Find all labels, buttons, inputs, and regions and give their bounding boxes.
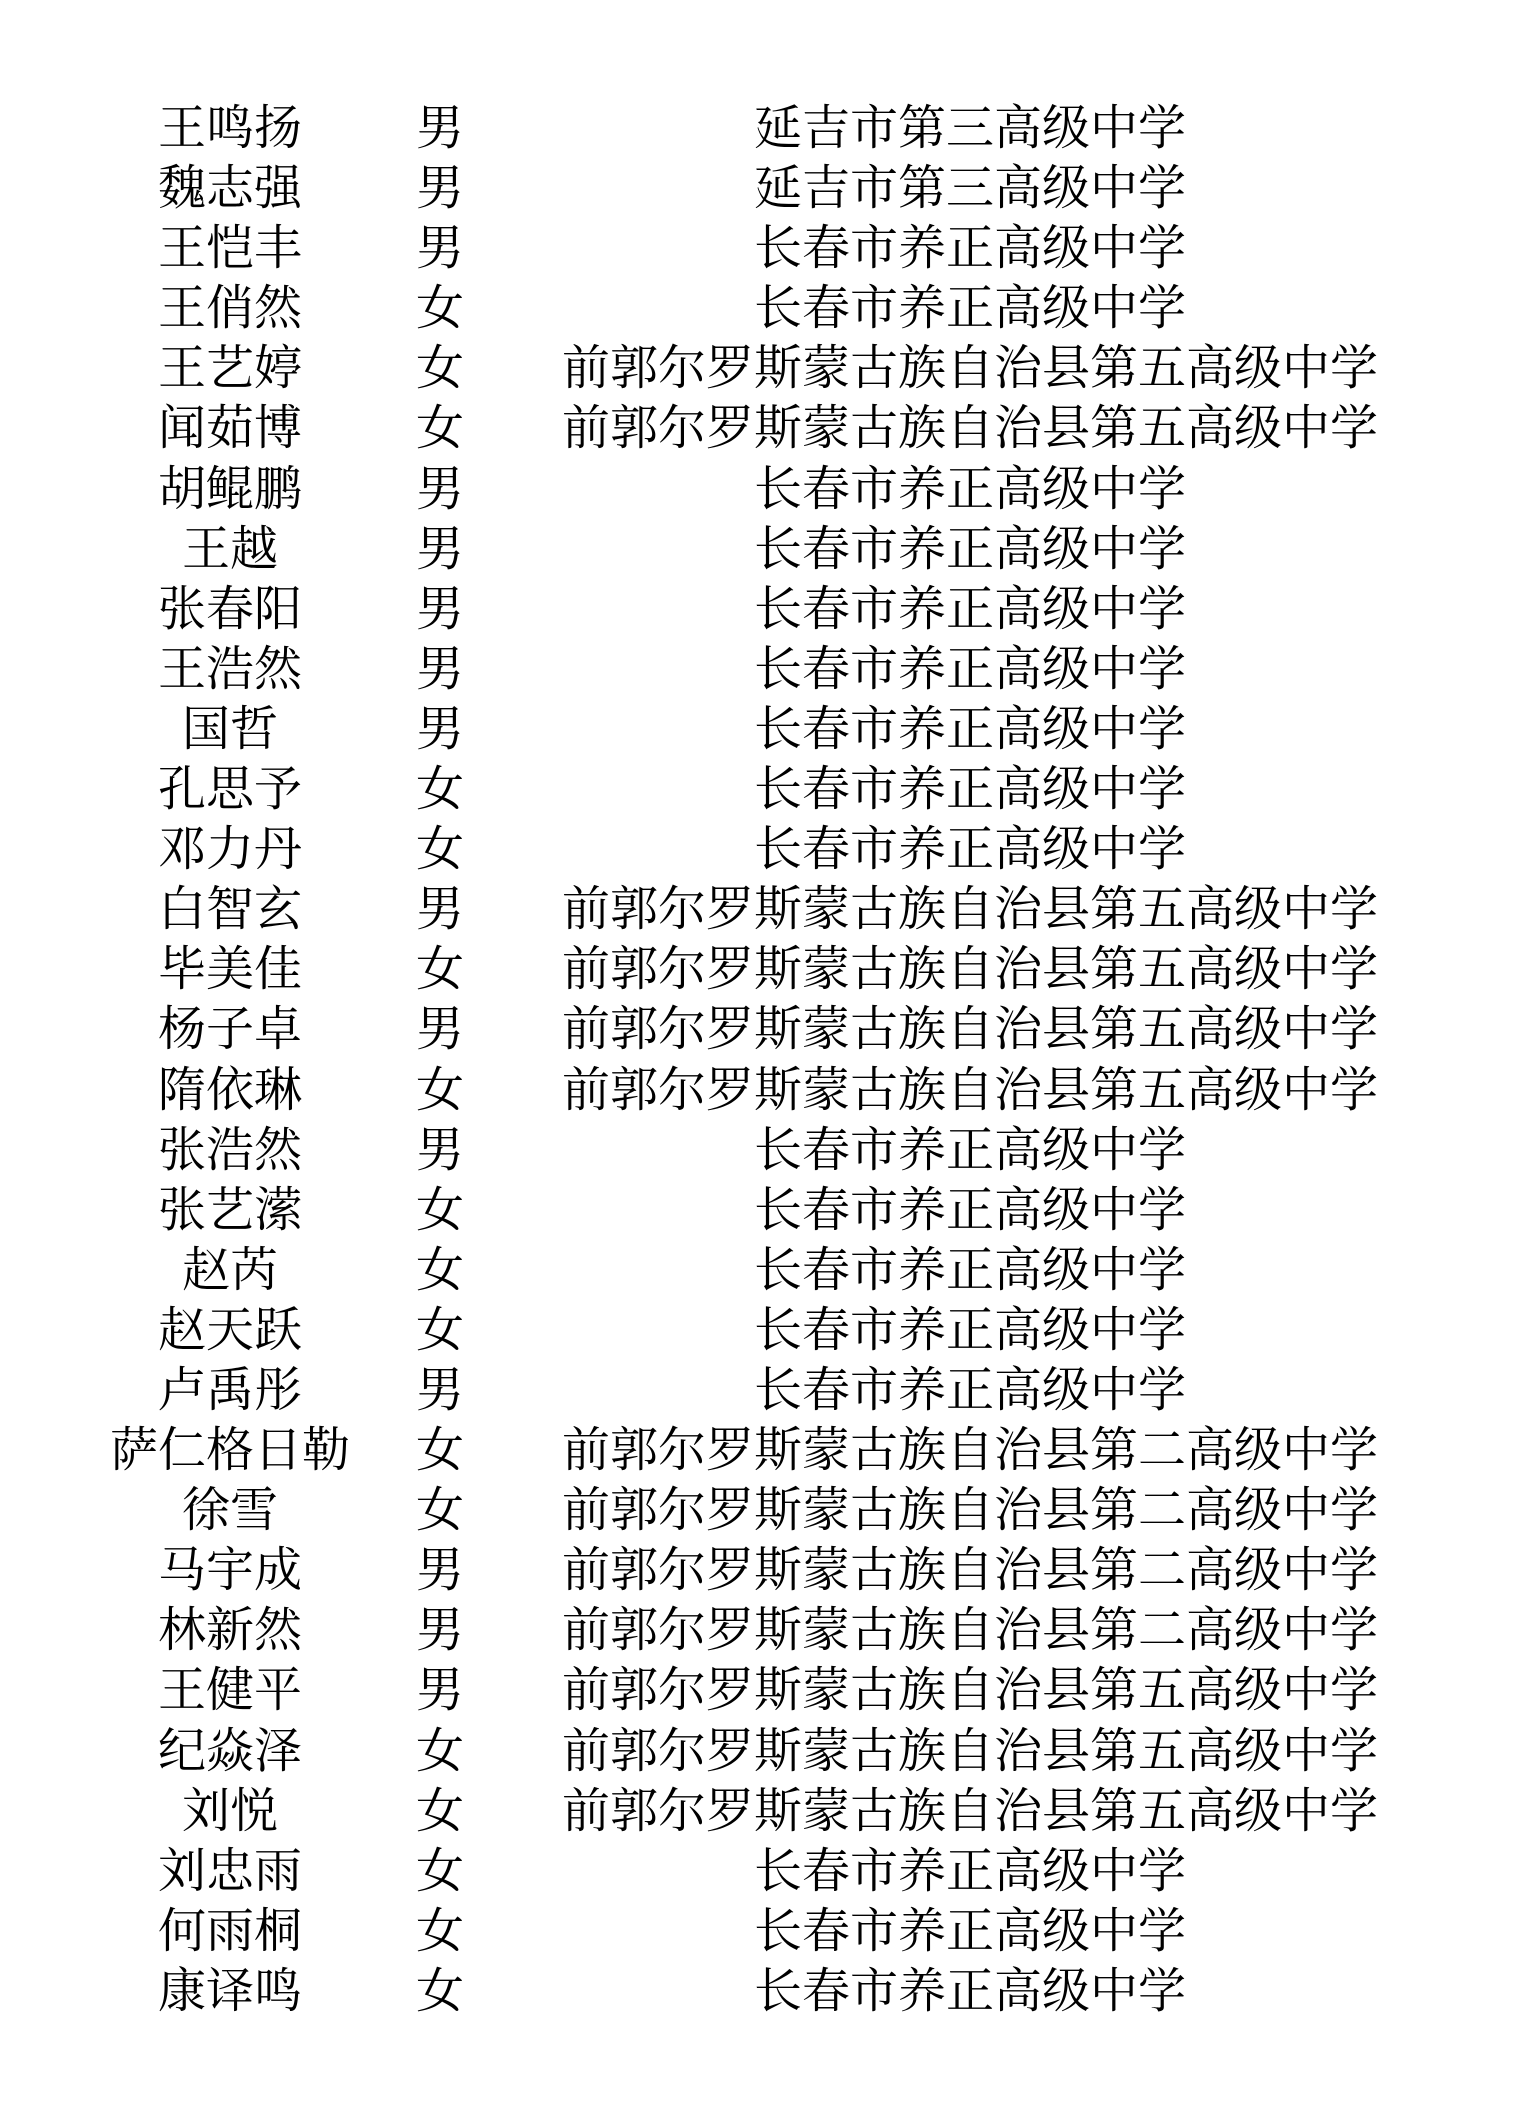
student-name: 徐雪 — [181, 1482, 278, 1539]
roster-row — [0, 1540, 1522, 1600]
student-name: 萨仁格日勒 — [109, 1422, 350, 1479]
student-name: 刘悦 — [181, 1782, 278, 1839]
student-school: 前郭尔罗斯蒙古族自治县第二高级中学 — [561, 1422, 1378, 1479]
student-school: 前郭尔罗斯蒙古族自治县第二高级中学 — [561, 1602, 1378, 1659]
roster-row — [0, 879, 1522, 939]
student-name: 刘忠雨 — [157, 1842, 302, 1899]
student-name: 王鸣扬 — [157, 100, 302, 156]
student-school: 前郭尔罗斯蒙古族自治县第五高级中学 — [561, 1782, 1378, 1839]
student-gender: 男 — [415, 1361, 464, 1418]
student-name: 王恺丰 — [157, 220, 302, 277]
student-gender: 男 — [415, 1602, 464, 1659]
roster-row — [0, 1660, 1522, 1720]
student-gender: 女 — [415, 1422, 464, 1479]
student-gender: 男 — [415, 881, 464, 938]
student-school: 前郭尔罗斯蒙古族自治县第五高级中学 — [561, 1061, 1378, 1118]
student-gender: 男 — [415, 520, 464, 577]
roster-row — [0, 1360, 1522, 1420]
roster-row — [0, 459, 1522, 519]
student-gender: 男 — [415, 460, 464, 517]
roster-row — [0, 1180, 1522, 1240]
student-school: 长春市养正高级中学 — [753, 1902, 1186, 1959]
roster-row — [0, 1060, 1522, 1120]
roster-row — [0, 579, 1522, 639]
roster-row — [0, 1841, 1522, 1901]
student-name: 纪焱泽 — [157, 1722, 302, 1779]
roster-row — [0, 1480, 1522, 1540]
student-school: 长春市养正高级中学 — [753, 700, 1186, 757]
student-school: 长春市养正高级中学 — [753, 1962, 1186, 2019]
student-gender: 男 — [415, 100, 464, 156]
roster-row — [0, 1961, 1522, 2021]
student-name: 毕美佳 — [157, 941, 302, 998]
student-gender: 女 — [415, 761, 464, 818]
student-school: 前郭尔罗斯蒙古族自治县第五高级中学 — [561, 1662, 1378, 1719]
student-school: 前郭尔罗斯蒙古族自治县第五高级中学 — [561, 881, 1378, 938]
student-gender: 女 — [415, 340, 464, 397]
student-name: 康译鸣 — [157, 1962, 302, 2019]
student-gender: 女 — [415, 400, 464, 457]
student-roster — [0, 98, 1522, 2021]
student-name: 张浩然 — [157, 1121, 302, 1178]
roster-row — [0, 1420, 1522, 1480]
student-school: 长春市养正高级中学 — [753, 1301, 1186, 1358]
student-name: 张春阳 — [157, 580, 302, 637]
student-gender: 女 — [415, 1301, 464, 1358]
student-gender: 男 — [415, 1662, 464, 1719]
student-gender: 女 — [415, 941, 464, 998]
student-school: 长春市养正高级中学 — [753, 640, 1186, 697]
student-school: 前郭尔罗斯蒙古族自治县第五高级中学 — [561, 400, 1378, 457]
student-name: 张艺潆 — [157, 1181, 302, 1238]
student-name: 白智玄 — [157, 881, 302, 938]
roster-row — [0, 819, 1522, 879]
student-gender: 女 — [415, 1842, 464, 1899]
student-gender: 女 — [415, 1902, 464, 1959]
student-school: 长春市养正高级中学 — [753, 761, 1186, 818]
student-gender: 男 — [415, 580, 464, 637]
student-school: 长春市养正高级中学 — [753, 1241, 1186, 1298]
student-gender: 女 — [415, 1241, 464, 1298]
student-school: 长春市养正高级中学 — [753, 1361, 1186, 1418]
student-school: 长春市养正高级中学 — [753, 220, 1186, 277]
student-name: 闻茹博 — [157, 400, 302, 457]
roster-row — [0, 1721, 1522, 1781]
student-name: 孔思予 — [157, 761, 302, 818]
student-gender: 男 — [415, 1542, 464, 1599]
student-school: 前郭尔罗斯蒙古族自治县第五高级中学 — [561, 941, 1378, 998]
roster-row — [0, 639, 1522, 699]
roster-row — [0, 939, 1522, 999]
student-gender: 女 — [415, 821, 464, 878]
student-name: 魏志强 — [157, 160, 302, 217]
student-name: 王健平 — [157, 1662, 302, 1719]
student-school: 长春市养正高级中学 — [753, 520, 1186, 577]
roster-row — [0, 759, 1522, 819]
student-name: 王浩然 — [157, 640, 302, 697]
student-school: 长春市养正高级中学 — [753, 580, 1186, 637]
roster-row — [0, 398, 1522, 458]
roster-row — [0, 1300, 1522, 1360]
student-name: 林新然 — [157, 1602, 302, 1659]
student-school: 前郭尔罗斯蒙古族自治县第二高级中学 — [561, 1542, 1378, 1599]
student-name: 王俏然 — [157, 280, 302, 337]
roster-row — [0, 999, 1522, 1059]
student-name: 胡鲲鹏 — [157, 460, 302, 517]
student-name: 王越 — [181, 520, 278, 577]
student-school: 长春市养正高级中学 — [753, 460, 1186, 517]
student-school: 长春市养正高级中学 — [753, 821, 1186, 878]
student-name: 赵芮 — [181, 1241, 278, 1298]
roster-row — [0, 278, 1522, 338]
student-name: 王艺婷 — [157, 340, 302, 397]
roster-row — [0, 1600, 1522, 1660]
student-school: 前郭尔罗斯蒙古族自治县第五高级中学 — [561, 1722, 1378, 1779]
roster-row — [0, 218, 1522, 278]
roster-row — [0, 519, 1522, 579]
student-name: 邓力丹 — [157, 821, 302, 878]
student-gender: 女 — [415, 1722, 464, 1779]
roster-row — [0, 1901, 1522, 1961]
student-gender: 男 — [415, 700, 464, 757]
roster-row — [0, 98, 1522, 158]
student-name: 马宇成 — [157, 1542, 302, 1599]
student-gender: 女 — [415, 1061, 464, 1118]
student-school: 长春市养正高级中学 — [753, 1121, 1186, 1178]
student-gender: 男 — [415, 1121, 464, 1178]
student-school: 长春市养正高级中学 — [753, 1842, 1186, 1899]
student-school: 延吉市第三高级中学 — [753, 100, 1186, 156]
student-gender: 女 — [415, 280, 464, 337]
student-school: 前郭尔罗斯蒙古族自治县第二高级中学 — [561, 1482, 1378, 1539]
roster-row — [0, 1781, 1522, 1841]
student-gender: 男 — [415, 1001, 464, 1058]
student-name: 赵天跃 — [157, 1301, 302, 1358]
student-name: 隋依琳 — [157, 1061, 302, 1118]
student-gender: 女 — [415, 1181, 464, 1238]
student-name: 何雨桐 — [157, 1902, 302, 1959]
student-name: 杨子卓 — [157, 1001, 302, 1058]
student-school: 长春市养正高级中学 — [753, 280, 1186, 337]
student-gender: 女 — [415, 1962, 464, 2019]
student-school: 前郭尔罗斯蒙古族自治县第五高级中学 — [561, 1001, 1378, 1058]
student-gender: 男 — [415, 160, 464, 217]
student-gender: 男 — [415, 640, 464, 697]
student-school: 长春市养正高级中学 — [753, 1181, 1186, 1238]
roster-row — [0, 338, 1522, 398]
roster-row — [0, 158, 1522, 218]
student-gender: 女 — [415, 1482, 464, 1539]
roster-row — [0, 699, 1522, 759]
student-gender: 男 — [415, 220, 464, 277]
roster-row — [0, 1240, 1522, 1300]
student-school: 前郭尔罗斯蒙古族自治县第五高级中学 — [561, 340, 1378, 397]
roster-row — [0, 1120, 1522, 1180]
student-gender: 女 — [415, 1782, 464, 1839]
student-name: 卢禹彤 — [157, 1361, 302, 1418]
student-name: 国哲 — [181, 700, 278, 757]
student-school: 延吉市第三高级中学 — [753, 160, 1186, 217]
